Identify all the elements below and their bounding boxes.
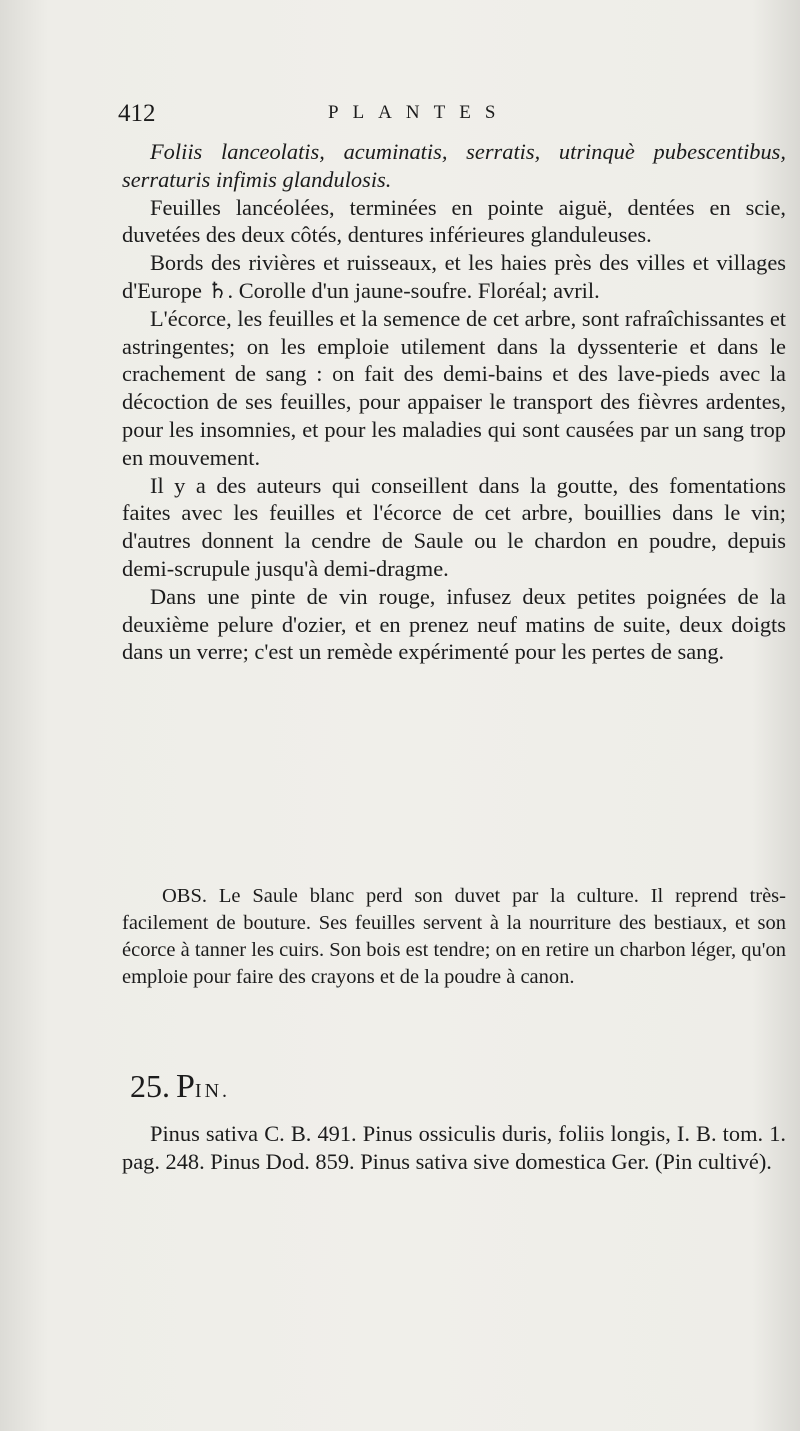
observation-paragraph: OBS. Le Saule blanc perd son duvet par la culture. Il reprend très-facilement de bouture. Ses feuilles servent à la nourriture des bestiaux, et son écorce à tanner les cuirs. Son bois est tendre; on en retire un charbon léger, qu'on emploie pour faire des crayons et de la poudre à canon. <box>122 885 786 988</box>
section-title-rest: IN. <box>194 1080 231 1102</box>
wine-remedy-paragraph: Dans une pinte de vin rouge, infusez deux petites poignées de la deuxième pelure d'ozier, et en prenez neuf matins de suite, deux doigts dans un verre; c'est un remède expérimenté pour les pertes de sang. <box>122 583 786 665</box>
page-number: 412 <box>118 100 156 127</box>
french-description: Feuilles lancéolées, terminées en pointe aiguë, dentées en scie, duvetées des deux côtés, dentures inférieures glanduleuses. <box>122 194 786 248</box>
section-title-initial: P <box>176 1068 195 1105</box>
gout-remedy-paragraph: Il y a des auteurs qui conseillent dans la goutte, des fomentations faites avec les feuilles et l'écorce de cet arbre, bouillies dans le vin; d'autres donnent la cendre de Saule ou le chardon en poudre, depuis demi-scrupule jusqu'à demi-dragme. <box>122 472 786 581</box>
synonymy-block <box>122 1120 786 1176</box>
latin-diagnosis: Foliis lanceolatis, acuminatis, serratis, utrinquè pubescentibus, serraturis infimis glandulosis. <box>122 139 786 192</box>
body-text <box>122 138 786 666</box>
habitat-paragraph: Bords des rivières et ruisseaux, et les haies près des villes et villages d'Europe ♄. Corolle d'un jaune-soufre. Floréal; avril. <box>122 250 786 303</box>
synonymy-paragraph: Pinus sativa C. B. 491. Pinus ossiculis duris, foliis longis, I. B. tom. 1. pag. 248. Pinus Dod. 859. Pinus sativa sive domestica Ger. (Pin cultivé). <box>122 1121 786 1174</box>
section-number: 25. <box>130 1068 170 1104</box>
observation-block <box>122 883 786 991</box>
medicinal-uses-paragraph: L'écorce, les feuilles et la semence de cet arbre, sont rafraîchissantes et astringentes; on les emploie utilement dans la dyssenterie et dans le crachement de sang : on fait des demi-bains et des lave-pieds avec la décoction de ses feuilles, pour appaiser le transport des fièvres ardentes, pour les insomnies, et pour les maladies qui sont causées par un sang trop en mouvement. <box>122 305 786 470</box>
section-heading <box>130 1068 780 1106</box>
running-title: PLANTES <box>328 102 510 123</box>
page-header <box>118 100 778 140</box>
